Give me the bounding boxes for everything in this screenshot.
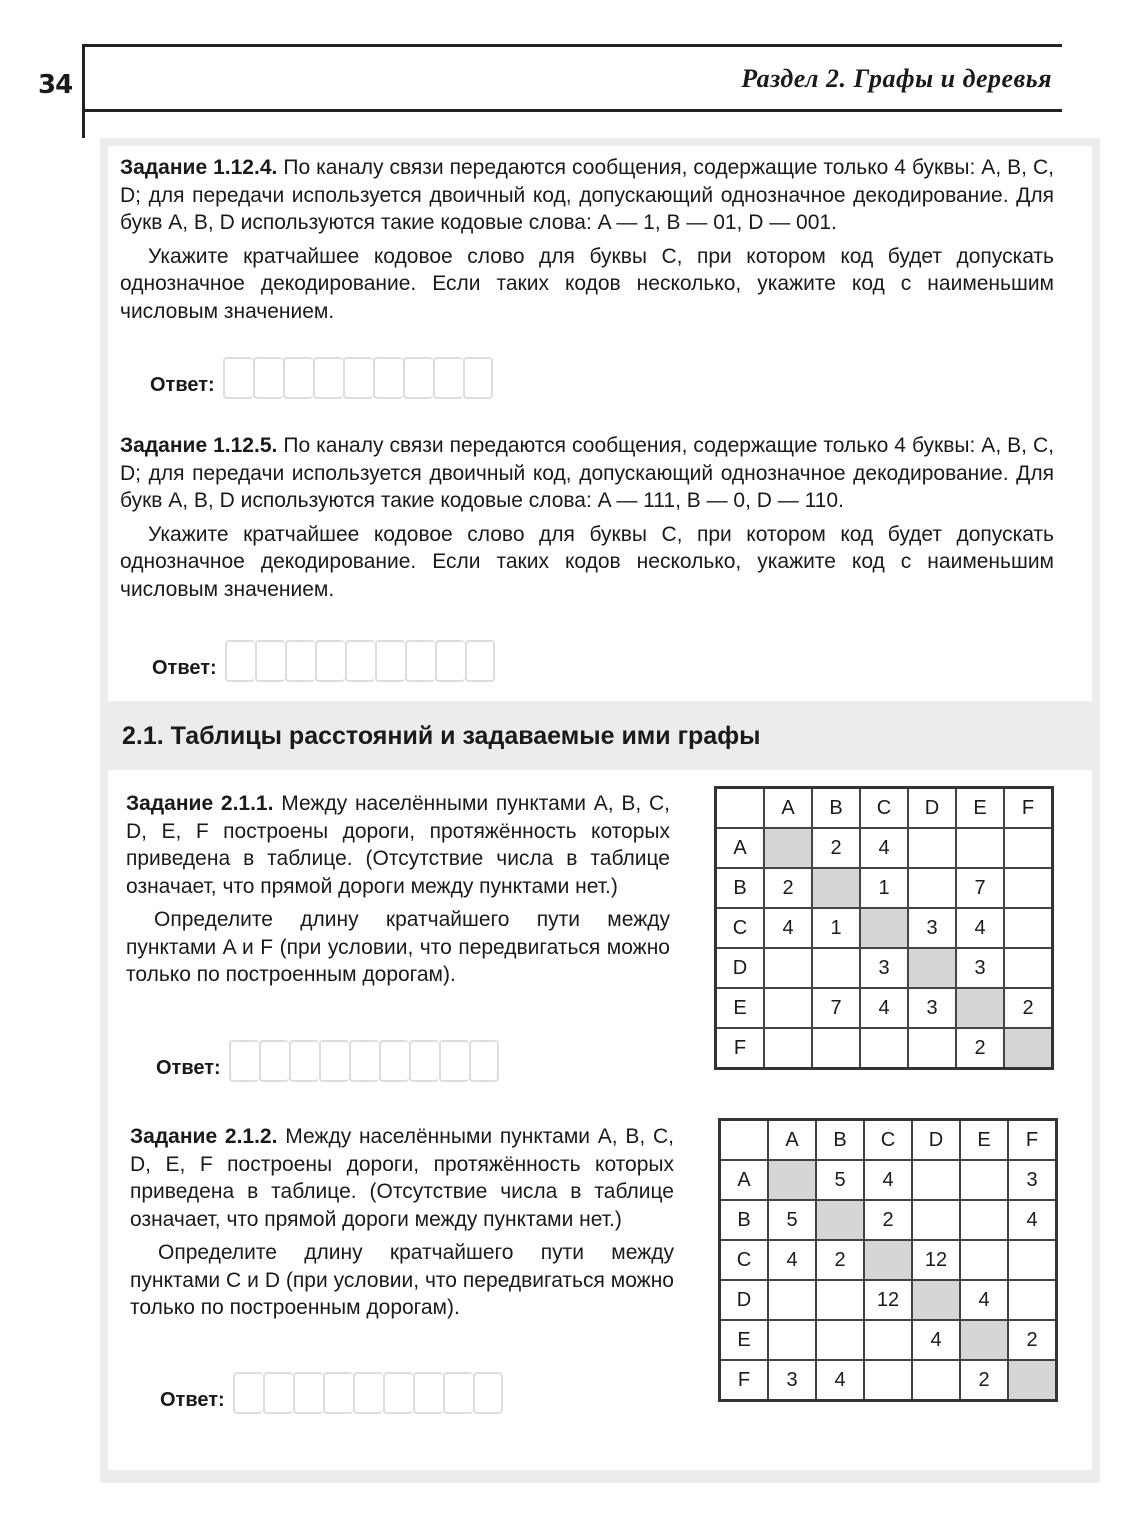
distance-cell: 3 xyxy=(1008,1160,1057,1200)
answer-1-12-5 xyxy=(152,640,495,682)
table-row xyxy=(716,868,1053,908)
distance-cell xyxy=(860,1028,908,1069)
column-header: A xyxy=(764,788,812,829)
column-header: C xyxy=(864,1120,912,1161)
distance-cell: 5 xyxy=(816,1160,864,1200)
row-header: E xyxy=(720,1320,769,1360)
distance-cell: 7 xyxy=(812,988,860,1028)
distance-cell: 2 xyxy=(764,868,812,908)
row-header: D xyxy=(720,1280,769,1320)
distance-cell: 2 xyxy=(956,1028,1004,1069)
distance-cell xyxy=(860,908,908,948)
task-text: Между населёнными пунктами A, B, C, D, E, F построены дороги, протяжённость которых приведена в таблице. (Отсутствие числа в таблице означает, что прямой дороги между пунктами нет.) xyxy=(130,1125,674,1231)
distance-cell: 2 xyxy=(1004,988,1053,1028)
distance-cell: 2 xyxy=(816,1240,864,1280)
task-1-12-5 xyxy=(120,432,1054,603)
task-question: Укажите кратчайшее кодовое слово для буквы C, при котором код будет допускать однозначное декодирование. Если таких кодов несколько, укажите код с наименьшим числовым значением. xyxy=(120,244,1054,323)
column-header: B xyxy=(816,1120,864,1161)
distance-cell: 4 xyxy=(860,828,908,868)
distance-cell: 1 xyxy=(860,868,908,908)
distance-cell xyxy=(1004,948,1053,988)
distance-cell xyxy=(908,948,956,988)
distance-cell: 2 xyxy=(1008,1320,1057,1360)
distance-cell: 3 xyxy=(908,988,956,1028)
distance-cell xyxy=(960,1320,1008,1360)
distance-cell xyxy=(960,1200,1008,1240)
distance-cell xyxy=(960,1240,1008,1280)
table-corner-cell xyxy=(720,1120,769,1161)
distance-cell xyxy=(864,1240,912,1280)
distance-cell xyxy=(912,1160,960,1200)
answer-cells[interactable] xyxy=(233,1372,503,1414)
task-question: Определите длину кратчайшего пути между пунктами A и F (при условии, что передвигаться можно только по построенным дорогам). xyxy=(126,908,670,986)
distance-cell: 4 xyxy=(960,1280,1008,1320)
distance-cell xyxy=(764,948,812,988)
distance-cell xyxy=(956,988,1004,1028)
answer-cells[interactable] xyxy=(229,1040,499,1082)
distance-cell: 4 xyxy=(864,1160,912,1200)
distance-cell: 4 xyxy=(764,908,812,948)
column-header: E xyxy=(956,788,1004,829)
distance-cell xyxy=(1004,1028,1053,1069)
distance-cell: 4 xyxy=(912,1320,960,1360)
task-question: Определите длину кратчайшего пути между пунктами C и D (при условии, что передвигаться можно только по построенным дорогам). xyxy=(130,1241,674,1319)
distance-cell: 2 xyxy=(812,828,860,868)
row-header: B xyxy=(716,868,765,908)
distance-cell: 3 xyxy=(908,908,956,948)
table-header-row xyxy=(720,1120,1057,1161)
page-number: 34 xyxy=(38,70,73,100)
task-title: Задание 2.1.2. xyxy=(130,1125,278,1148)
header-divider xyxy=(82,110,85,138)
distance-cell xyxy=(816,1280,864,1320)
answer-cells[interactable] xyxy=(223,357,493,399)
distance-cell: 4 xyxy=(1008,1200,1057,1240)
task-2-1-2 xyxy=(130,1123,674,1322)
distance-cell: 7 xyxy=(956,868,1004,908)
row-header: C xyxy=(720,1240,769,1280)
table-row xyxy=(720,1160,1057,1200)
row-header: F xyxy=(720,1360,769,1401)
row-header: F xyxy=(716,1028,765,1069)
distance-cell: 12 xyxy=(912,1240,960,1280)
answer-label: Ответ: xyxy=(150,374,215,396)
distance-cell: 4 xyxy=(956,908,1004,948)
task-1-12-4 xyxy=(120,154,1054,325)
distance-cell: 3 xyxy=(860,948,908,988)
task-text: По каналу связи передаются сообщения, содержащие только 4 буквы: A, B, C, D; для передачи используется двоичный код, допускающий однозначное декодирование. Для букв A, B, D используются такие кодовые слова: A — 111, B — 0, D — 110. xyxy=(120,434,1054,512)
row-header: E xyxy=(716,988,765,1028)
task-2-1-1 xyxy=(126,790,670,989)
task-title: Задание 2.1.1. xyxy=(126,792,274,815)
table-row xyxy=(716,948,1053,988)
distance-cell xyxy=(812,948,860,988)
answer-2-1-2 xyxy=(160,1372,503,1414)
answer-label: Ответ: xyxy=(156,1057,221,1079)
distance-table-2-1-2 xyxy=(718,1118,1058,1402)
distance-cell xyxy=(960,1160,1008,1200)
distance-cell xyxy=(764,828,812,868)
table-row xyxy=(720,1360,1057,1401)
answer-label: Ответ: xyxy=(152,657,217,679)
distance-cell xyxy=(912,1360,960,1401)
table-header-row xyxy=(716,788,1053,829)
distance-cell xyxy=(912,1200,960,1240)
row-header: D xyxy=(716,948,765,988)
distance-cell: 3 xyxy=(956,948,1004,988)
distance-cell xyxy=(912,1280,960,1320)
column-header: D xyxy=(912,1120,960,1161)
answer-cells[interactable] xyxy=(225,640,495,682)
distance-cell: 12 xyxy=(864,1280,912,1320)
table-row xyxy=(716,908,1053,948)
column-header: F xyxy=(1004,788,1053,829)
table-row xyxy=(720,1240,1057,1280)
task-text: Между населёнными пунктами A, B, C, D, E, F построены дороги, протяжённость которых приведена в таблице. (Отсутствие числа в таблице означает, что прямой дороги между пунктами нет.) xyxy=(126,792,670,898)
distance-cell xyxy=(864,1320,912,1360)
answer-label: Ответ: xyxy=(160,1389,225,1411)
distance-cell xyxy=(908,868,956,908)
section-title: 2.1. Таблицы расстояний и задаваемые ими графы xyxy=(122,722,761,750)
distance-cell: 2 xyxy=(864,1200,912,1240)
section-header-title: Раздел 2. Графы и деревья xyxy=(741,64,1052,93)
distance-cell xyxy=(908,828,956,868)
answer-2-1-1 xyxy=(156,1040,499,1082)
task-question: Укажите кратчайшее кодовое слово для буквы C, при котором код будет допускать однозначное декодирование. Если таких кодов несколько, укажите код с наименьшим числовым значением. xyxy=(120,522,1054,601)
distance-cell xyxy=(812,868,860,908)
distance-cell xyxy=(764,988,812,1028)
distance-cell: 4 xyxy=(860,988,908,1028)
task-title: Задание 1.12.5. xyxy=(120,434,278,457)
column-header: D xyxy=(908,788,956,829)
distance-cell: 4 xyxy=(768,1240,816,1280)
distance-cell: 4 xyxy=(816,1360,864,1401)
distance-cell xyxy=(1008,1240,1057,1280)
distance-cell xyxy=(812,1028,860,1069)
task-title: Задание 1.12.4. xyxy=(120,156,278,179)
table-row xyxy=(720,1200,1057,1240)
distance-cell xyxy=(1008,1360,1057,1401)
distance-table-2-1-1 xyxy=(714,786,1054,1070)
table-row xyxy=(716,988,1053,1028)
table-row xyxy=(716,1028,1053,1069)
row-header: A xyxy=(720,1160,769,1200)
column-header: A xyxy=(768,1120,816,1161)
distance-cell xyxy=(816,1320,864,1360)
distance-cell: 2 xyxy=(960,1360,1008,1401)
row-header: A xyxy=(716,828,765,868)
answer-1-12-4 xyxy=(150,357,493,399)
row-header: C xyxy=(716,908,765,948)
row-header: B xyxy=(720,1200,769,1240)
task-text: По каналу связи передаются сообщения, содержащие только 4 буквы: A, B, C, D; для передачи используется двоичный код, допускающий однозначное декодирование. Для букв A, B, D используются такие кодовые слова: A — 1, B — 01, D — 001. xyxy=(120,156,1054,234)
distance-cell xyxy=(956,828,1004,868)
column-header: B xyxy=(812,788,860,829)
column-header: C xyxy=(860,788,908,829)
distance-cell xyxy=(768,1320,816,1360)
distance-cell xyxy=(1008,1280,1057,1320)
distance-cell xyxy=(1004,868,1053,908)
table-row xyxy=(720,1320,1057,1360)
distance-cell xyxy=(768,1160,816,1200)
column-header: E xyxy=(960,1120,1008,1161)
distance-cell xyxy=(1004,908,1053,948)
distance-cell xyxy=(1004,828,1053,868)
distance-cell: 1 xyxy=(812,908,860,948)
distance-cell: 3 xyxy=(768,1360,816,1401)
column-header: F xyxy=(1008,1120,1057,1161)
distance-cell xyxy=(764,1028,812,1069)
distance-cell xyxy=(816,1200,864,1240)
distance-cell xyxy=(864,1360,912,1401)
distance-cell xyxy=(768,1280,816,1320)
table-row xyxy=(716,828,1053,868)
table-row xyxy=(720,1280,1057,1320)
table-corner-cell xyxy=(716,788,765,829)
distance-cell: 5 xyxy=(768,1200,816,1240)
distance-cell xyxy=(908,1028,956,1069)
